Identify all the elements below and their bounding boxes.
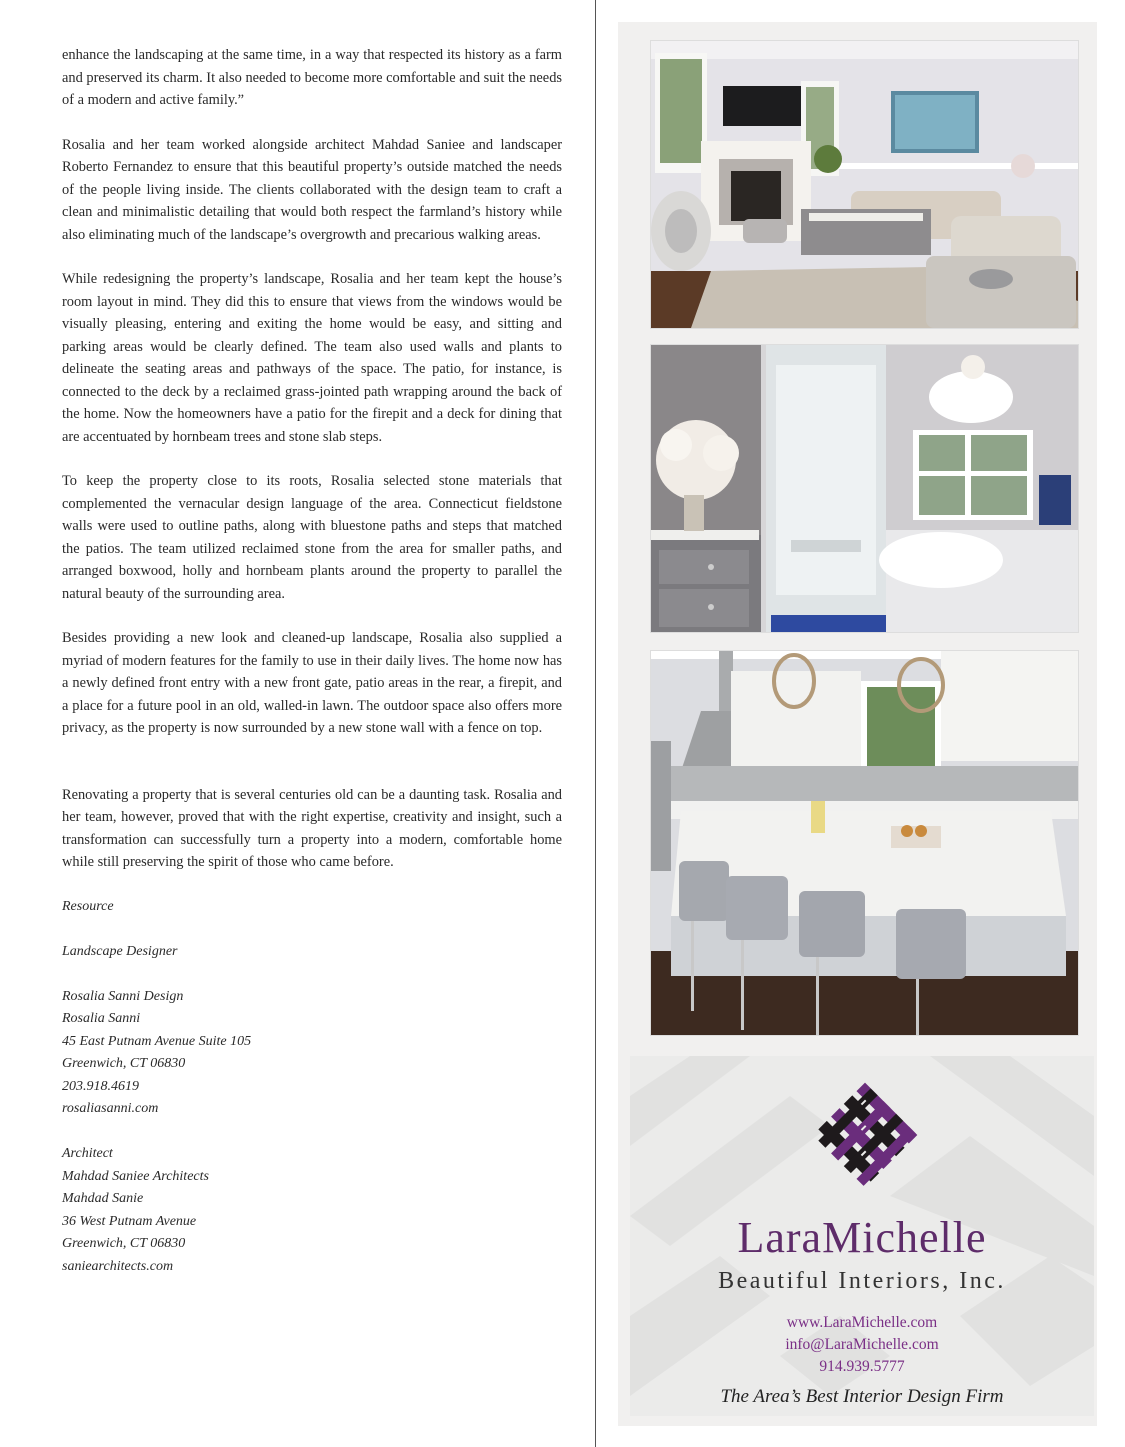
contact-line: Greenwich, CT 06830 [62, 1236, 186, 1251]
contact-line: Rosalia Sanni Design [62, 988, 184, 1004]
sidebar-panel [618, 22, 1097, 1426]
article-paragraph: While redesigning the property’s landscape, Rosalia and her team kept the house’s room layout in mind. They did this to ensure that views from the windows would be visually pleasing, entering and exiting the home would be easy, and sitting and parking areas would be clearly defined. The team also used walls and plants to delineate the seating areas and pathways of the space. The patio, for instance, is connected to the deck by a reclaimed grass-jointed path wrapping around the back of the home. Now the homeowners have a patio for the firepit and a deck for dining that are accentuated by hornbeam trees and stone slab steps. [62, 271, 562, 445]
article-paragraph: Renovating a property that is several centuries old can be a daunting task. Rosalia and her team, however, proved that with the right expertise, creativity and insight, such a transformation can successfully turn a property into a modern, comfortable home while still preserving the spirit of those who came before. [62, 786, 562, 870]
brand-name [630, 1214, 1094, 1262]
landscape-designer-label: Landscape Designer [62, 943, 178, 959]
website-link[interactable]: www.LaraMichelle.com [786, 1314, 938, 1331]
resources-section [62, 896, 562, 1279]
company-name: Beautiful Interiors, Inc. [718, 1268, 1006, 1294]
contact-line: 45 East Putnam Avenue Suite 105 [62, 1033, 252, 1049]
advertisement [630, 1056, 1094, 1416]
email-link[interactable]: info@LaraMichelle.com [785, 1336, 939, 1353]
architect-label: Architect [62, 1146, 113, 1161]
contact-line: saniearchitects.com [62, 1258, 174, 1274]
contact-line: rosaliasanni.com [62, 1101, 159, 1116]
kitchen-photo [650, 650, 1079, 1036]
living-room-photo [650, 40, 1079, 329]
contact-line: Rosalia Sanni [62, 1011, 141, 1026]
contact-line: Mahdad Sanie [62, 1191, 144, 1206]
landscape-designer-contact [62, 986, 562, 1121]
architect-contact [62, 1143, 562, 1278]
resources-heading: Resource [62, 898, 114, 914]
phone-number: 914.939.5777 [819, 1358, 905, 1375]
laramichelle-logo-icon [806, 1076, 924, 1194]
ad-motto: The Area’s Best Interior Design Firm [720, 1386, 1004, 1407]
contact-line: 203.918.4619 [62, 1078, 139, 1094]
contact-line: Mahdad Saniee Architects [62, 1168, 209, 1184]
article-paragraph: Rosalia and her team worked alongside architect Mahdad Saniee and landscaper Roberto Fernandez to ensure that this beautiful property’s outside matched the needs of the people living inside. The clients collaborated with the design team to craft a clean and minimalistic detailing that would both respect the farmland’s history while also eliminating much of the landscape’s overgrowth and precarious walking areas. [62, 136, 562, 243]
brand-second: Michelle [822, 1213, 987, 1262]
contact-line: Greenwich, CT 06830 [62, 1056, 186, 1071]
article-paragraph: To keep the property close to its roots, Rosalia selected stone materials that complemented the vernacular design language of the area. Connecticut fieldstone walls were used to outline paths, along with bluestone paths and steps that matched the patios. The team utilized reclaimed stone from the area for smaller paths, and arranged boxwood, holly and hornbeam plants around the property to parallel the natural beauty of the surrounding area. [62, 473, 562, 602]
article-paragraph: Besides providing a new look and cleaned-up landscape, Rosalia also supplied a myriad of modern features for the family to use in their daily lives. The home now has a newly defined front entry with a new front gate, patio areas in the rear, a firepit, and a place for a future pool in an old, walled-in lawn. The outdoor space also offers more privacy, as the property is now surrounded by a new stone wall with a fence on top. [62, 630, 562, 736]
column-divider [595, 0, 596, 1447]
article-paragraph: enhance the landscaping at the same time, in a way that respected its history as a farm and preserved its charm. It also needed to become more comfortable and suit the needs of a modern and active family.” [62, 47, 562, 108]
contact-line: 36 West Putnam Avenue [62, 1213, 197, 1229]
article-column [62, 44, 562, 1301]
brand-first: Lara [737, 1213, 823, 1262]
bathroom-photo [650, 344, 1079, 633]
